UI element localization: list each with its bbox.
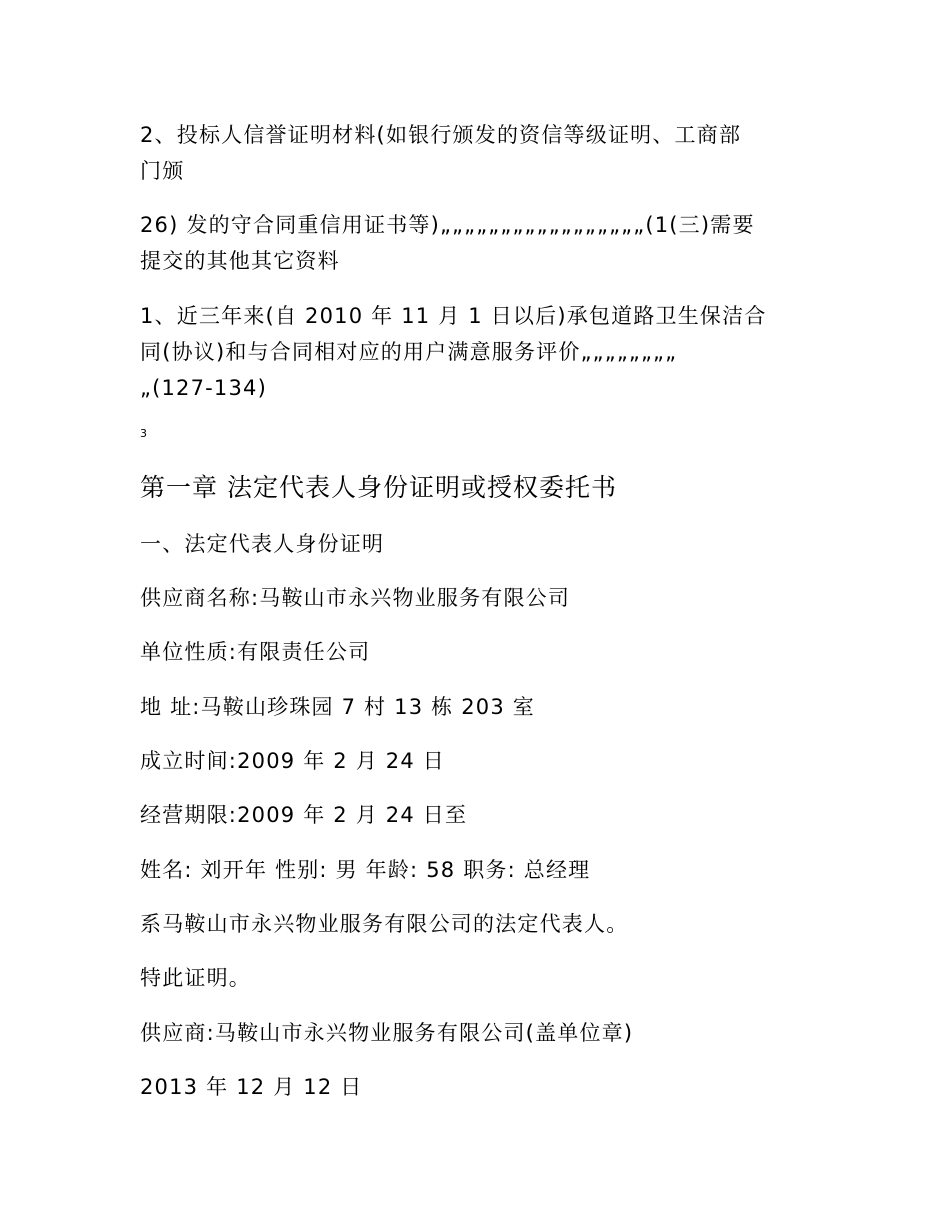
toc-item-contracts-evaluation	[140, 298, 820, 406]
supplier-signature: 供应商:马鞍山市永兴物业服务有限公司(盖单位章)	[140, 1021, 634, 1045]
representative-statement: 系马鞍山市永兴物业服务有限公司的法定代表人。	[140, 912, 629, 936]
toc-line: 1、近三年来(自 2010 年 11 月 1 日以后)承包道路卫生保洁合	[140, 304, 767, 328]
operation-term: 经营期限:2009 年 2 月 24 日至	[140, 803, 468, 827]
toc-line: 同(协议)和与合同相对应的用户满意服务评价„„„„„„„„	[140, 340, 678, 364]
representative-info: 姓名: 刘开年 性别: 男 年龄: 58 职务: 总经理	[140, 858, 591, 882]
address: 地 址:马鞍山珍珠园 7 村 13 栋 203 室	[140, 695, 535, 719]
toc-line: 2、投标人信誉证明材料(如银行颁发的资信等级证明、工商部	[140, 123, 742, 147]
unit-nature: 单位性质:有限责任公司	[140, 640, 371, 664]
toc-item-credit-materials	[140, 117, 820, 189]
toc-line: 提交的其他其它资料	[140, 249, 340, 273]
toc-line: „(127-134)	[140, 376, 268, 400]
supplier-name: 供应商名称:马鞍山市永兴物业服务有限公司	[140, 586, 571, 610]
toc-line: 门颁	[140, 159, 185, 183]
document-page	[140, 0, 820, 1230]
certify-text: 特此证明。	[140, 966, 251, 990]
toc-item-contract-certificate	[140, 207, 820, 279]
section-title: 一、法定代表人身份证明	[140, 532, 385, 556]
toc-line: 26) 发的守合同重信用证书等)„„„„„„„„„„„„„„„„„(1(三)需要	[140, 213, 755, 237]
page-number: 3	[140, 427, 147, 440]
chapter-title: 第一章 法定代表人身份证明或授权委托书	[140, 473, 617, 502]
document-date: 2013 年 12 月 12 日	[140, 1075, 363, 1099]
established-date: 成立时间:2009 年 2 月 24 日	[140, 749, 445, 773]
